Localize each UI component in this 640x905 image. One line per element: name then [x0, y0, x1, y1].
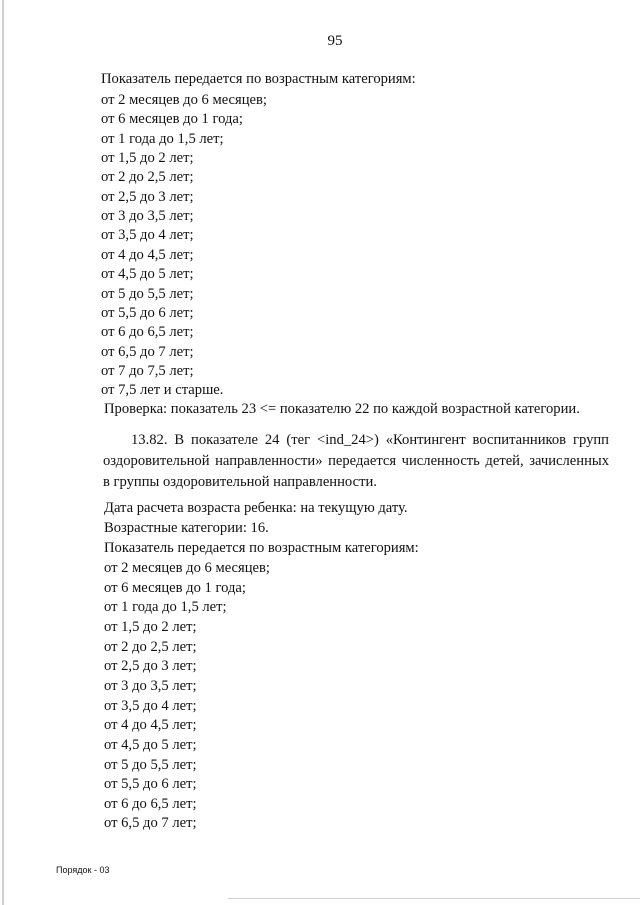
age-category-item: от 1,5 до 2 лет;: [104, 618, 197, 635]
age-category-item: от 2,5 до 3 лет;: [101, 188, 194, 205]
age-category-item: от 1 года до 1,5 лет;: [101, 130, 224, 147]
section-paragraph-line-1: 13.82. В показателе 24 (тег <ind_24>) «Контингент воспитанников групп: [131, 432, 609, 448]
age-category-item: от 3,5 до 4 лет;: [104, 697, 197, 714]
age-category-item: от 2 до 2,5 лет;: [101, 169, 194, 186]
age-category-item: от 3 до 3,5 лет;: [104, 677, 197, 694]
age-category-item: от 6 до 6,5 лет;: [101, 324, 194, 341]
age-category-item: от 5 до 5,5 лет;: [101, 285, 194, 302]
age-category-item: от 4 до 4,5 лет;: [101, 246, 194, 263]
age-category-item: от 5,5 до 6 лет;: [104, 776, 197, 793]
date-line: Дата расчета возраста ребенка: на текущую дату.: [104, 500, 408, 516]
footer-label: Порядок - 03: [56, 865, 110, 875]
age-category-item: от 5 до 5,5 лет;: [104, 756, 197, 773]
age-category-item: от 3,5 до 4 лет;: [101, 227, 194, 244]
age-category-item: от 4,5 до 5 лет;: [101, 266, 194, 283]
age-category-item: от 6,5 до 7 лет;: [104, 815, 197, 832]
age-category-item: от 1,5 до 2 лет;: [101, 150, 194, 167]
age-category-item: от 2,5 до 3 лет;: [104, 658, 197, 675]
age-category-item: от 5,5 до 6 лет;: [101, 304, 194, 321]
section-paragraph-line-2: оздоровительной направленности» передается численность детей, зачисленных: [103, 453, 609, 469]
page-number: 95: [327, 33, 343, 49]
age-category-item: от 6 месяцев до 1 года;: [101, 111, 243, 128]
age-category-item: от 6,5 до 7 лет;: [101, 343, 194, 360]
age-category-item: от 7,5 лет и старше.: [101, 382, 224, 399]
age-category-item: от 6 месяцев до 1 года;: [104, 579, 246, 596]
check-line: Проверка: показатель 23 <= показателю 22 по каждой возрастной категории.: [104, 401, 580, 417]
age-category-item: от 2 месяцев до 6 месяцев;: [104, 560, 270, 576]
age-category-item: от 2 до 2,5 лет;: [104, 638, 197, 655]
age-category-item: от 1 года до 1,5 лет;: [104, 599, 227, 616]
block1-intro: Показатель передается по возрастным категориям:: [101, 71, 416, 87]
age-category-item: от 2 месяцев до 6 месяцев;: [101, 92, 267, 108]
block2-intro: Показатель передается по возрастным категориям:: [104, 540, 419, 556]
section-paragraph-line-3: в группы оздоровительной направленности.: [103, 474, 377, 490]
age-category-item: от 4,5 до 5 лет;: [104, 736, 197, 753]
age-category-item: от 6 до 6,5 лет;: [104, 795, 197, 812]
scan-edge-line: [2, 0, 4, 905]
categories-line: Возрастные категории: 16.: [104, 520, 269, 536]
age-category-item: от 4 до 4,5 лет;: [104, 717, 197, 734]
age-category-item: от 3 до 3,5 лет;: [101, 208, 194, 225]
age-category-item: от 7 до 7,5 лет;: [101, 362, 194, 379]
scan-bottom-line: [228, 898, 640, 899]
